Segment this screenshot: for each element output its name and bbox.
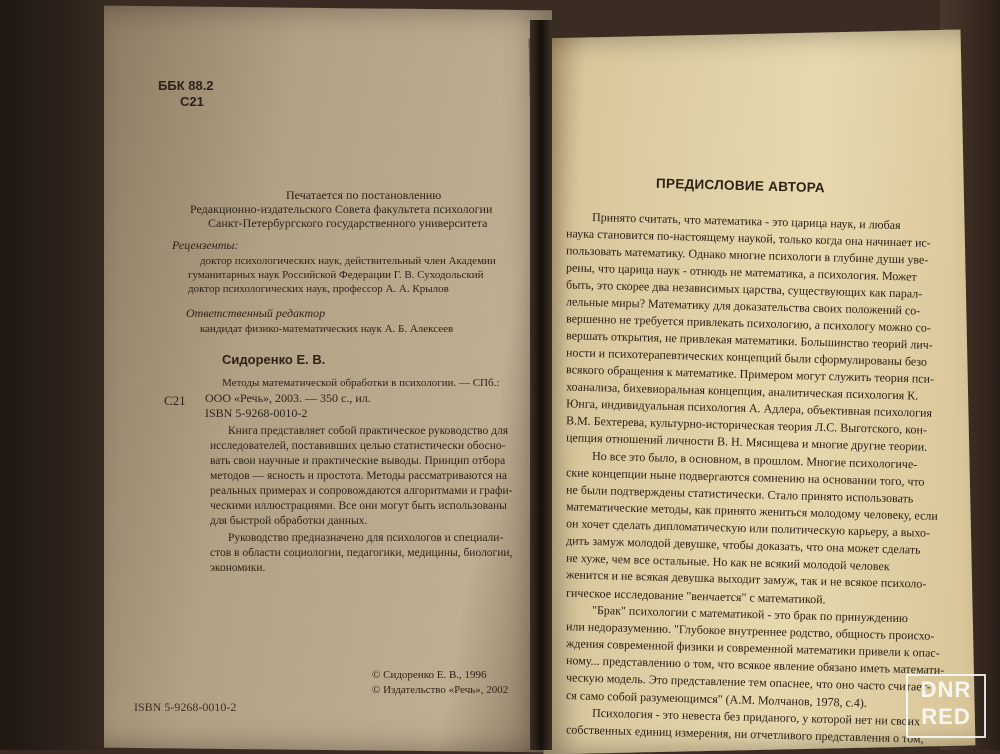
annotation-line: ческими иллюстрациями. Все они могут быть использованы [210, 500, 507, 512]
citation-line: ООО «Речь», 2003. — 350 с., ил. [205, 391, 371, 405]
c21-code: С21 [164, 393, 186, 408]
imprint-line: Редакционно-издательского Совета факультета психологии [190, 202, 493, 216]
preface-line: Но все это было, в основном, в прошлом. Многие психологиче- [591, 448, 918, 472]
copyright-line: © Сидоренко Е. В., 1996 [372, 669, 487, 681]
preface-line: гическое исследование "венчается" с математикой. [565, 585, 826, 607]
preface-line: ному... представлению о том, что всякое явление обязано иметь математи- [565, 653, 945, 677]
preface-line: В.М. Бехтерева, культурно-историческая теория Л.С. Выготского, кон- [565, 413, 928, 437]
preface-line: он хочет сделать дипломатическую или политическую карьеру, а выхо- [565, 516, 931, 540]
preface-line: Юнга, индивидуальная психология А. Адлера, объективная психология [565, 396, 933, 420]
imprint-line: Санкт-Петербургского государственного университета [208, 216, 488, 230]
preface-line: Психология - это невеста без приданого, у которой нет ни своих [591, 705, 921, 729]
c21-top: С21 [180, 94, 204, 109]
preface-heading: ПРЕДИСЛОВИЕ АВТОРА [655, 175, 826, 196]
citation-line: ISBN 5-9268-0010-2 [205, 406, 308, 420]
citation-line: Методы математической обработки в психологии. — СПб.: [222, 377, 500, 389]
watermark-line: RED [921, 704, 971, 729]
reviewers-label: Рецензенты: [172, 238, 239, 252]
preface-line: рены, что царица наук - отнюдь не математика, а психология. Может [565, 260, 917, 284]
preface-line: дить замуж молодой девушке, чтобы доказать, что она может сделать [565, 533, 921, 557]
book-gutter [530, 20, 552, 750]
annotation-line: для быстрой обработки данных. [210, 515, 368, 527]
reviewer-line: гуманитарных наук Российской Федерации Г. В. Суходольский [188, 269, 484, 281]
preface-line: ся само собой разумеющимся" (А.М. Молчанов, 1978, с.4). [565, 688, 868, 710]
annotation2-line: экономики. [210, 562, 266, 574]
editor-label: Ответственный редактор [186, 306, 326, 320]
preface-line: цепция отношений личности В. Н. Мясищева и многие другие теории. [565, 430, 928, 454]
preface-line: лельные миры? Математику для доказательства своих положений со- [565, 294, 921, 318]
annotation-line: исследователей, поставивших целью статистически обосно- [210, 440, 506, 452]
preface-line: Принято считать, что математика - это царица наук, и любая [591, 209, 901, 233]
isbn-bottom: ISBN 5-9268-0010-2 [134, 700, 237, 714]
annotation-line: вать свои научные и практические выводы. Принцип отбора [210, 455, 506, 467]
preface-line: ческую модель. Это представление тем опаснее, что оно часто считает- [565, 670, 932, 694]
preface-line: математические методы, как принято жениться молодому человеку, если [565, 499, 939, 523]
author-name: Сидоренко Е. В. [222, 352, 326, 367]
preface-line: ждения современной физики и современной математики привели к опас- [565, 636, 940, 660]
preface-line: не хуже, чем все остальные. Но как не всякий молодой человек [565, 550, 890, 574]
imprint-line: Печатается по постановлению [286, 188, 442, 202]
reviewer-line: доктор психологических наук, профессор А. А. Крылов [188, 283, 449, 295]
preface-line: вершать открытия, не привлекая математики. Большинство теорий лич- [565, 328, 933, 352]
preface-line: вершенно не требуется привлекать психологию, а психологу можно со- [565, 311, 932, 335]
preface-line: или недоразумению. "Глубокое внутреннее родство, общность происхо- [565, 619, 935, 643]
annotation2-line: Руководство предназначено для психологов и специали- [228, 532, 504, 544]
preface-line: ские концепции ныне подвергаются сомнению на основании того, что [565, 465, 925, 489]
preface-line: всякого обращения к математике. Примером могут служить теория пси- [565, 362, 935, 386]
editor-name: кандидат физико-математических наук А. Б. Алексеев [200, 323, 454, 335]
preface-line: собственных единиц измерения, ни отчетливого представления о том, [565, 722, 924, 746]
watermark-line: DNR [920, 677, 972, 702]
reviewer-line: доктор психологических наук, действительный член Академии [200, 255, 496, 267]
annotation2-line: стов в области социологии, педагогики, медицины, биологии, [210, 547, 513, 559]
preface-line: женится и не всякая девушка выходит замуж, так и не всякое психоло- [565, 567, 927, 591]
copyright-line: © Издательство «Речь», 2002 [372, 684, 509, 696]
preface-line: "Брак" психологии с математикой - это брак по принуждению [591, 602, 909, 626]
preface-line: не были подтверждены статистически. Стало принято использовать [565, 482, 914, 506]
bbk-code: ББК 88.2 [158, 78, 214, 93]
preface-line: быть, это скорее два независимых царства, существующих как парал- [565, 277, 923, 301]
annotation-line: реальных примерах и сопровождаются алгоритмами и графи- [210, 485, 513, 497]
annotation-line: методов — ясность и простота. Методы рассматриваются на [210, 470, 507, 482]
watermark-logo [906, 674, 986, 738]
preface-line: пользовать математику. Однако многие психологи в глубине души уве- [565, 243, 929, 267]
preface-line: наука становится по-настоящему наукой, только когда она начинает ис- [565, 226, 931, 250]
preface-line: хоанализа, бихевиоральная концепция, аналитическая психология К. [565, 379, 919, 403]
preface-line: ности и психотерапевтических концепций были сформулированы безо [565, 345, 928, 369]
annotation-line: Книга представляет собой практическое руководство для [228, 425, 509, 437]
